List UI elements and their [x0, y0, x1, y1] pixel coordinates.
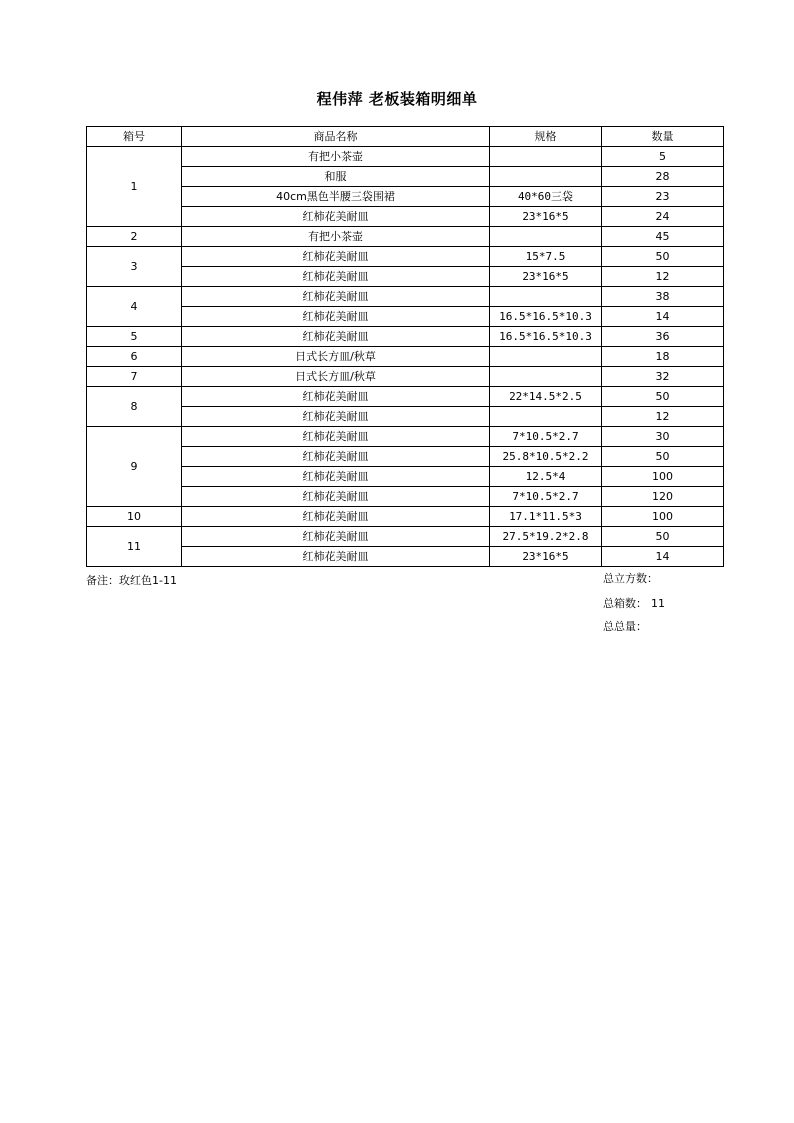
quantity-cell: 32 — [602, 367, 724, 387]
box-number-cell: 4 — [87, 287, 182, 327]
quantity-cell: 100 — [602, 507, 724, 527]
box-number-cell: 9 — [87, 427, 182, 507]
remark-note: 备注：玫红色1-11 — [86, 574, 177, 587]
summary-total-volume — [603, 570, 662, 586]
product-name-cell: 红柿花美耐皿 — [182, 527, 490, 547]
product-name-cell: 日式长方皿/秋草 — [182, 347, 490, 367]
spec-cell: 16.5*16.5*10.3 — [490, 307, 602, 327]
table-row — [87, 187, 724, 207]
box-number-cell: 7 — [87, 367, 182, 387]
table-row — [87, 347, 724, 367]
quantity-cell: 5 — [602, 147, 724, 167]
spec-cell: 27.5*19.2*2.8 — [490, 527, 602, 547]
product-name-cell: 红柿花美耐皿 — [182, 427, 490, 447]
total-boxes-value: 11 — [651, 597, 665, 610]
spec-cell: 15*7.5 — [490, 247, 602, 267]
table-body — [87, 147, 724, 567]
box-number-cell: 8 — [87, 387, 182, 427]
box-number-cell: 1 — [87, 147, 182, 227]
spec-cell — [490, 227, 602, 247]
spec-cell — [490, 147, 602, 167]
table-row — [87, 407, 724, 427]
table-row — [87, 507, 724, 527]
product-name-cell: 红柿花美耐皿 — [182, 387, 490, 407]
product-name-cell: 红柿花美耐皿 — [182, 307, 490, 327]
product-name-cell: 日式长方皿/秋草 — [182, 367, 490, 387]
spec-cell: 7*10.5*2.7 — [490, 427, 602, 447]
quantity-cell: 50 — [602, 247, 724, 267]
spec-cell — [490, 407, 602, 427]
quantity-cell: 18 — [602, 347, 724, 367]
total-boxes-label: 总箱数： — [603, 597, 647, 610]
product-name-cell: 红柿花美耐皿 — [182, 507, 490, 527]
product-name-cell: 有把小茶壶 — [182, 227, 490, 247]
product-name-cell: 红柿花美耐皿 — [182, 267, 490, 287]
product-name-cell: 红柿花美耐皿 — [182, 207, 490, 227]
header-spec: 规格 — [490, 127, 602, 147]
quantity-cell: 14 — [602, 547, 724, 567]
product-name-cell: 红柿花美耐皿 — [182, 287, 490, 307]
spec-cell: 23*16*5 — [490, 267, 602, 287]
table-row — [87, 387, 724, 407]
table-row — [87, 207, 724, 227]
table-row — [87, 547, 724, 567]
total-volume-label: 总立方数： — [603, 572, 658, 585]
box-number-cell: 6 — [87, 347, 182, 367]
box-number-cell: 3 — [87, 247, 182, 287]
spec-cell: 25.8*10.5*2.2 — [490, 447, 602, 467]
quantity-cell: 23 — [602, 187, 724, 207]
product-name-cell: 红柿花美耐皿 — [182, 327, 490, 347]
header-product-name: 商品名称 — [182, 127, 490, 147]
product-name-cell: 和服 — [182, 167, 490, 187]
table-row — [87, 287, 724, 307]
product-name-cell: 红柿花美耐皿 — [182, 407, 490, 427]
table-row — [87, 427, 724, 447]
table-row — [87, 227, 724, 247]
spec-cell: 23*16*5 — [490, 547, 602, 567]
header-box-number: 箱号 — [87, 127, 182, 147]
spec-cell — [490, 287, 602, 307]
product-name-cell: 40cm黑色半腰三袋围裙 — [182, 187, 490, 207]
table-row — [87, 167, 724, 187]
spec-cell: 22*14.5*2.5 — [490, 387, 602, 407]
quantity-cell: 14 — [602, 307, 724, 327]
summary-total-quantity — [603, 618, 651, 634]
quantity-cell: 120 — [602, 487, 724, 507]
box-number-cell: 10 — [87, 507, 182, 527]
spec-cell: 12.5*4 — [490, 467, 602, 487]
summary-total-boxes — [603, 595, 665, 611]
product-name-cell: 有把小茶壶 — [182, 147, 490, 167]
spec-cell: 16.5*16.5*10.3 — [490, 327, 602, 347]
table-row — [87, 487, 724, 507]
table-row — [87, 307, 724, 327]
spec-cell — [490, 367, 602, 387]
box-number-cell: 5 — [87, 327, 182, 347]
table-row — [87, 527, 724, 547]
product-name-cell: 红柿花美耐皿 — [182, 447, 490, 467]
table-row — [87, 327, 724, 347]
quantity-cell: 24 — [602, 207, 724, 227]
box-number-cell: 2 — [87, 227, 182, 247]
total-quantity-label: 总总量： — [603, 620, 647, 633]
document-title: 程伟萍 老板装箱明细单 — [316, 90, 478, 108]
box-number-cell: 11 — [87, 527, 182, 567]
quantity-cell: 30 — [602, 427, 724, 447]
quantity-cell: 28 — [602, 167, 724, 187]
quantity-cell: 45 — [602, 227, 724, 247]
packing-list-table — [86, 126, 724, 567]
table-row — [87, 467, 724, 487]
spec-cell: 7*10.5*2.7 — [490, 487, 602, 507]
table-row — [87, 147, 724, 167]
quantity-cell: 38 — [602, 287, 724, 307]
product-name-cell: 红柿花美耐皿 — [182, 547, 490, 567]
header-quantity: 数量 — [602, 127, 724, 147]
spec-cell — [490, 347, 602, 367]
spec-cell: 23*16*5 — [490, 207, 602, 227]
quantity-cell: 50 — [602, 527, 724, 547]
spec-cell: 40*60三袋 — [490, 187, 602, 207]
quantity-cell: 12 — [602, 407, 724, 427]
product-name-cell: 红柿花美耐皿 — [182, 247, 490, 267]
quantity-cell: 50 — [602, 387, 724, 407]
table-row — [87, 447, 724, 467]
product-name-cell: 红柿花美耐皿 — [182, 487, 490, 507]
table-row — [87, 247, 724, 267]
quantity-cell: 36 — [602, 327, 724, 347]
spec-cell — [490, 167, 602, 187]
quantity-cell: 12 — [602, 267, 724, 287]
quantity-cell: 50 — [602, 447, 724, 467]
spec-cell: 17.1*11.5*3 — [490, 507, 602, 527]
table-header-row — [87, 127, 724, 147]
quantity-cell: 100 — [602, 467, 724, 487]
table-row — [87, 267, 724, 287]
product-name-cell: 红柿花美耐皿 — [182, 467, 490, 487]
table-row — [87, 367, 724, 387]
